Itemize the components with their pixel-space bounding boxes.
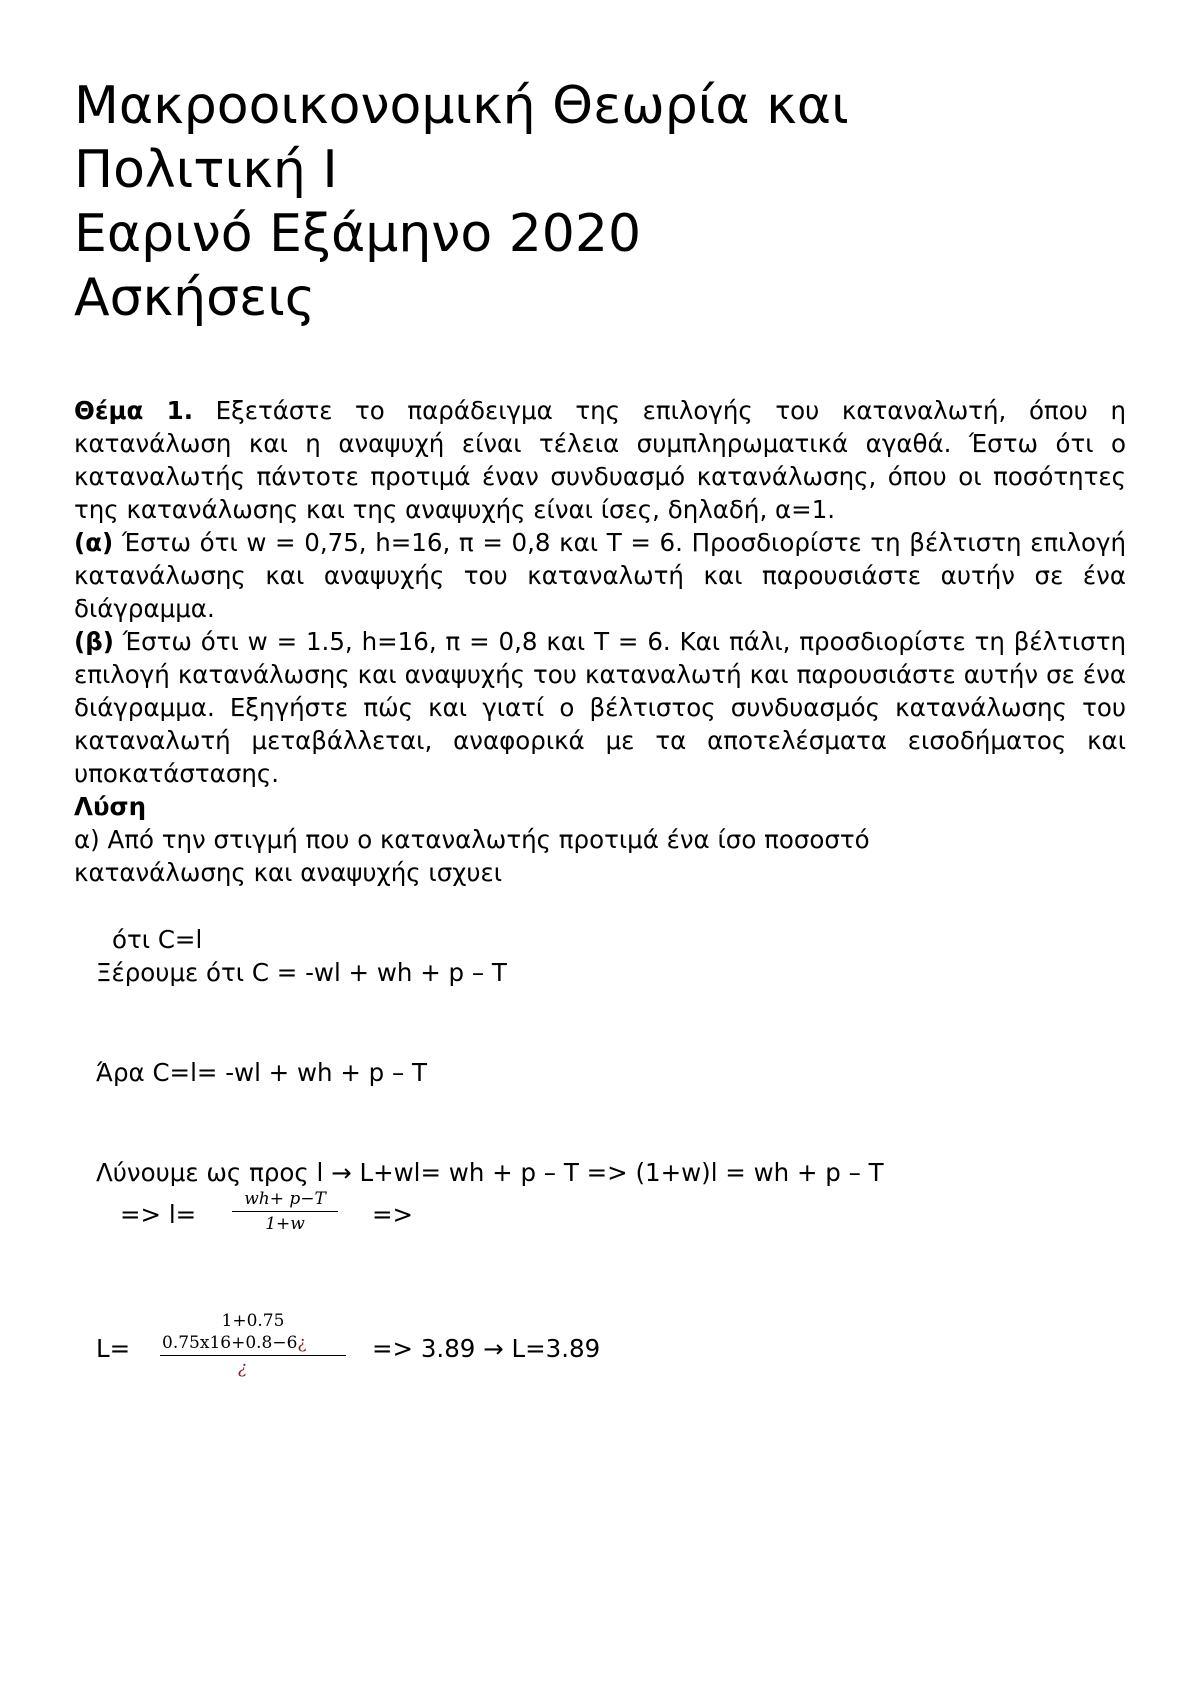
solution-line-4: Ξέρουμε ότι C = -wl + wh + p – T (96, 958, 507, 987)
part-b-label: (β) (74, 627, 114, 656)
fraction-l-numerator: wh+ p−T (244, 1189, 326, 1209)
solution-line-6: Λύνουμε ως προς l → L+wl= wh + p – T => (1+w)l = wh + p – T (96, 1158, 884, 1187)
fraction-l-formula (232, 1188, 338, 1235)
title-line-1: Μακροοικονομική Θεωρία και (74, 76, 849, 136)
solution-line-5: Άρα C=l= -wl + wh + p – T (96, 1058, 428, 1087)
solution-line-2: κατανάλωσης και αναψυχής ισχυει (74, 858, 503, 887)
solution-line-3: ότι C=l (112, 925, 203, 954)
solution-line-1: α) Από την στιγμή που ο καταναλωτής προτιμά ένα ίσο ποσοστό (74, 825, 870, 854)
solution-line-8-prefix: L= (96, 1334, 131, 1363)
exercise-body (74, 394, 1126, 889)
solution-line-7-suffix: => (372, 1200, 414, 1229)
part-a-label: (α) (74, 528, 114, 557)
fraction-l-bar (232, 1211, 338, 1212)
part-a-paragraph (74, 526, 1126, 625)
fraction-l-numeric (160, 1310, 346, 1379)
document-title (74, 74, 1134, 330)
fraction-numeric-middle (160, 1332, 346, 1354)
fraction-l-denominator: 1+w (265, 1214, 305, 1234)
title-line-2: Πολιτική Ι (74, 140, 338, 200)
theme-label: Θέμα 1. (74, 396, 194, 425)
title-line-3: Εαρινό Εξάμηνο 2020 (74, 204, 642, 264)
fraction-numeric-bar (160, 1355, 346, 1356)
part-a-text: Έστω ότι w = 0,75, h=16, π = 0,8 και T = 6. Προσδιορίστε τη βέλτιστη επιλογή κατανάλωσης και αναψυχής του καταναλωτή και παρουσιάστε αυτήν σε ένα διάγραμμα. (74, 528, 1126, 623)
part-b-paragraph (74, 625, 1126, 790)
fraction-numeric-bottom: ¿ (238, 1358, 248, 1378)
theme-paragraph (74, 394, 1126, 526)
fraction-numeric-top: 1+0.75 (221, 1311, 285, 1331)
theme-text: Εξετάστε το παράδειγμα της επιλογής του καταναλωτή, όπου η κατανάλωση και η αναψυχή είναι τέλεια συμπληρωματικά αγαθά. Έστω ότι ο καταναλωτής πάντοτε προτιμά έναν συνδυασμό κατανάλωσης, όπου οι ποσότητες της κατανάλωσης και της αναψυχής είναι ίσες, δηλαδή, α=1. (74, 396, 1126, 524)
solution-line-8-suffix: => 3.89 → L=3.89 (372, 1334, 601, 1363)
fraction-numeric-middle-mark: ¿ (297, 1333, 307, 1353)
fraction-numeric-middle-text: 0.75x16+0.8−6 (162, 1333, 298, 1353)
solution-heading: Λύση (74, 792, 147, 821)
solution-line-7-prefix: => l= (120, 1200, 197, 1229)
title-line-4: Ασκήσεις (74, 268, 316, 328)
part-b-text: Έστω ότι w = 1.5, h=16, π = 0,8 και T = 6. Και πάλι, προσδιορίστε τη βέλτιστη επιλογή κατανάλωσης και αναψυχής του καταναλωτή και παρουσιάστε αυτήν σε ένα διάγραμμα. Εξηγήστε πώς και γιατί ο βέλτιστος συνδυασμός κατανάλωσης του καταναλωτή μεταβάλλεται, αναφορικά με τα αποτελέσματα εισοδήματος και υποκατάστασης. (74, 627, 1126, 788)
